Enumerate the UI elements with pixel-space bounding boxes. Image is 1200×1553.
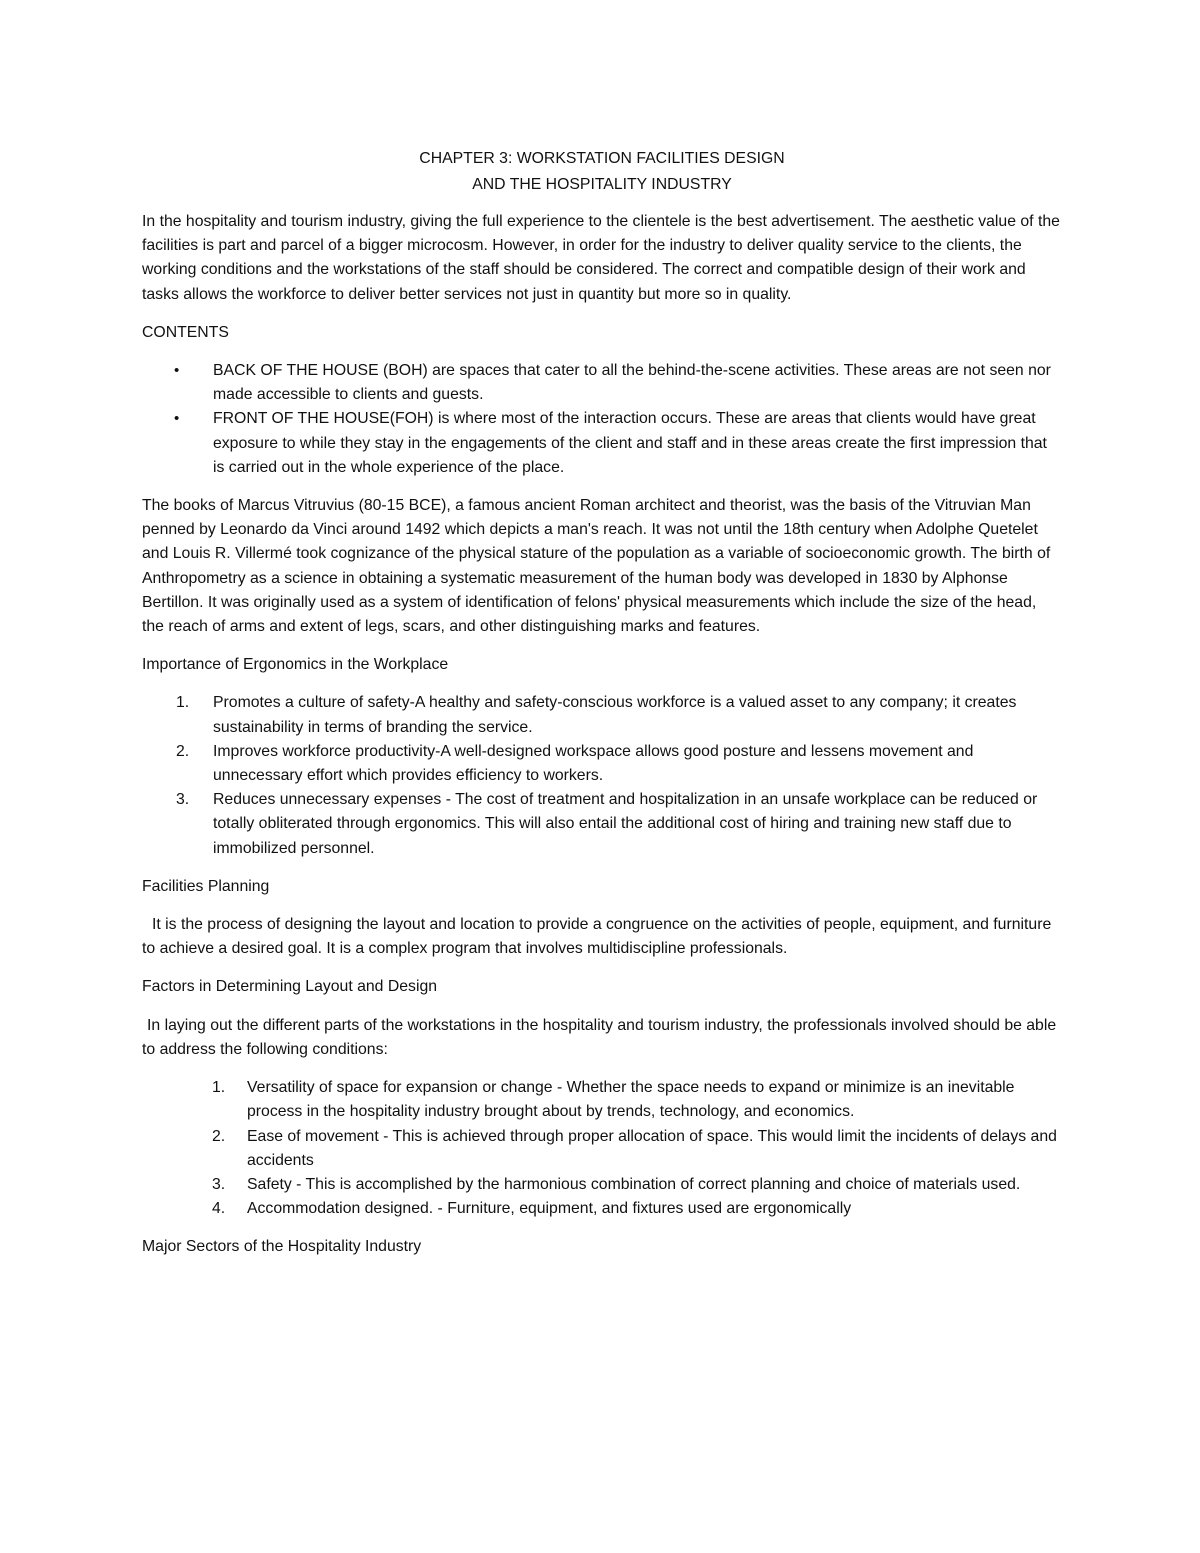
contents-list bbox=[142, 359, 1062, 480]
factors-paragraph: In laying out the different parts of the workstations in the hospitality and tourism industry, the professionals involved should be able to address the following conditions: bbox=[142, 1016, 1057, 1058]
list-item-text: Ease of movement - This is achieved through proper allocation of space. This would limit the incidents of delays and accidents bbox=[247, 1127, 1057, 1169]
list-item-text: Promotes a culture of safety-A healthy and safety-conscious workforce is a valued asset to any company; it creates sustainability in terms of branding the service. bbox=[213, 694, 1017, 736]
document-body bbox=[142, 146, 1062, 1274]
list-item-text: Versatility of space for expansion or change - Whether the space needs to expand or minimize is an inevitable process in the hospitality industry brought about by trends, technology, and economics. bbox=[247, 1079, 1015, 1121]
factors-heading: Factors in Determining Layout and Design bbox=[142, 978, 438, 996]
list-number: 1. bbox=[176, 694, 190, 712]
list-item bbox=[142, 1173, 1062, 1197]
contents-heading: CONTENTS bbox=[142, 323, 229, 341]
list-number: 1. bbox=[212, 1079, 226, 1097]
chapter-title bbox=[142, 146, 1062, 198]
chapter-title-line-1: CHAPTER 3: WORKSTATION FACILITIES DESIGN bbox=[419, 150, 785, 167]
bullet-icon: • bbox=[174, 410, 180, 428]
facilities-heading: Facilities Planning bbox=[142, 877, 270, 895]
intro-paragraph: In the hospitality and tourism industry, giving the full experience to the clientele is the best advertisement. The aesthetic value of the facilities is part and parcel of a bigger microcosm. However, in order for the industry to deliver quality service to the clients, the working conditions and the workstations of the staff should be considered. The correct and compatible design of their work and tasks allows the workforce to deliver better services not just in quantity but more so in quality. bbox=[142, 213, 1060, 303]
list-item-text: Reduces unnecessary expenses - The cost of treatment and hospitalization in an unsafe workplace can be reduced or totally obliterated through ergonomics. This will also entail the additional cost of hiring and training new staff due to immobilized personnel. bbox=[213, 791, 1038, 857]
history-paragraph: The books of Marcus Vitruvius (80-15 BCE), a famous ancient Roman architect and theorist, was the basis of the Vitruvian Man penned by Leonardo da Vinci around 1492 which depicts a man's reach. It was not until the 18th century when Adolphe Quetelet and Louis R. Villermé took cognizance of the physical stature of the population as a variable of socioeconomic growth. The birth of Anthropometry as a science in obtaining a systematic measurement of the human body was developed in 1830 by Alphonse Bertillon. It was originally used as a system of identification of felons' physical measurements which include the size of the head, the reach of arms and extent of legs, scars, and other distinguishing marks and features. bbox=[142, 497, 1051, 636]
list-item bbox=[142, 1076, 1062, 1124]
list-item-text: FRONT OF THE HOUSE(FOH) is where most of the interaction occurs. These are areas that clients would have great exposure to while they stay in the engagements of the client and staff and in these areas create the first impression that is carried out in the whole experience of the place. bbox=[213, 410, 1047, 476]
chapter-title-line-2: AND THE HOSPITALITY INDUSTRY bbox=[472, 176, 732, 193]
list-item-text: BACK OF THE HOUSE (BOH) are spaces that cater to all the behind-the-scene activities. These areas are not seen nor made accessible to clients and guests. bbox=[213, 362, 1051, 404]
list-item-text: Accommodation designed. - Furniture, equipment, and fixtures used are ergonomically bbox=[247, 1200, 852, 1218]
list-item-text: Safety - This is accomplished by the harmonious combination of correct planning and choice of materials used. bbox=[247, 1175, 1021, 1193]
sectors-heading: Major Sectors of the Hospitality Industry bbox=[142, 1238, 422, 1256]
factors-list bbox=[142, 1076, 1062, 1221]
list-item bbox=[142, 1125, 1062, 1173]
bullet-icon: • bbox=[174, 362, 180, 380]
list-item bbox=[142, 788, 1062, 861]
list-number: 2. bbox=[176, 742, 190, 760]
list-item bbox=[142, 1197, 1062, 1221]
list-item bbox=[142, 740, 1062, 788]
ergonomics-heading: Importance of Ergonomics in the Workplace bbox=[142, 656, 449, 674]
list-item-text: Improves workforce productivity-A well-designed workspace allows good posture and lessens movement and unnecessary effort which provides efficiency to workers. bbox=[213, 742, 974, 785]
list-number: 4. bbox=[212, 1200, 226, 1218]
list-item bbox=[142, 407, 1062, 480]
list-item bbox=[142, 691, 1062, 739]
list-number: 2. bbox=[212, 1127, 226, 1145]
list-number: 3. bbox=[212, 1175, 226, 1193]
facilities-paragraph: It is the process of designing the layout and location to provide a congruence on the activities of people, equipment, and furniture to achieve a desired goal. It is a complex program that involves multidiscipline professionals. bbox=[142, 916, 1052, 958]
list-number: 3. bbox=[176, 791, 190, 809]
list-item bbox=[142, 359, 1062, 407]
ergonomics-list bbox=[142, 691, 1062, 860]
